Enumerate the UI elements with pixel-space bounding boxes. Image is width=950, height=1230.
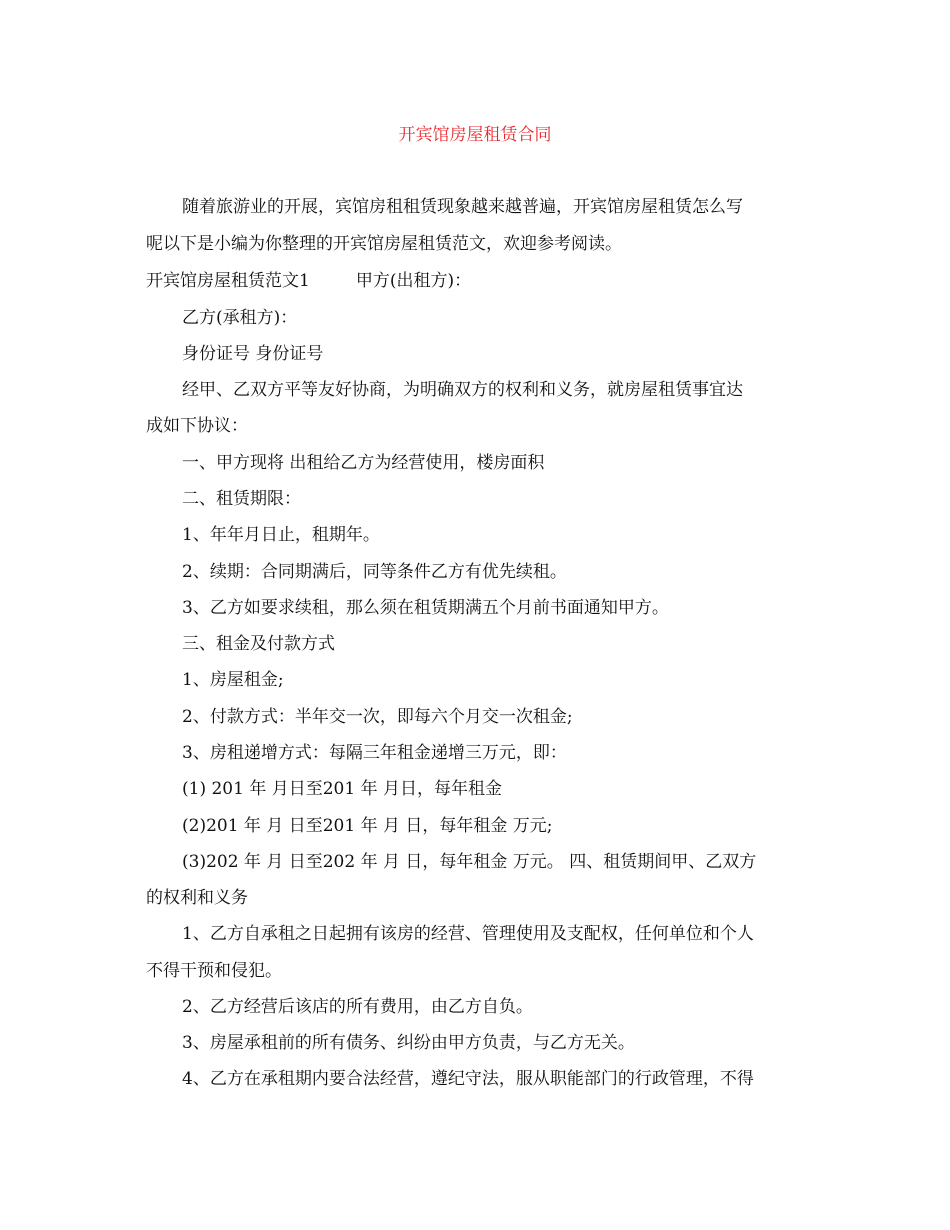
paragraph-line [146, 269, 826, 293]
clause-heading: 一、甲方现将 出租给乙方为经营使用，楼房面积 [182, 453, 545, 473]
paragraph-line: 随着旅游业的开展，宾馆房租租赁现象越来越普遍，开宾馆房屋租赁怎么写 [182, 197, 743, 217]
paragraph-line: 呢以下是小编为你整理的开宾馆房屋租赁范文，欢迎参考阅读。 [146, 234, 622, 254]
clause-heading: 二、租赁期限： [182, 489, 301, 509]
document-title: 开宾馆房屋租赁合同 [398, 125, 552, 145]
clause-item: 3、房屋承租前的所有债务、纠纷由甲方负责，与乙方无关。 [182, 1033, 635, 1053]
paragraph-line: 经甲、乙双方平等友好协商，为明确双方的权利和义务，就房屋租赁事宜达 [182, 380, 743, 400]
clause-item: (2)201 年 月 日至201 年 月 日，每年租金 万元; [182, 816, 553, 836]
clause-item: 3、房租递增方式：每隔三年租金递增三万元，即： [182, 743, 567, 763]
clause-heading: 三、租金及付款方式 [182, 634, 335, 654]
clause-item: (3)202 年 月 日至202 年 月 日，每年租金 万元。 四、租赁期间甲、乙双方 [182, 852, 757, 872]
party-a-label: 甲方(出租方)： [355, 271, 472, 291]
clause-item: 4、乙方在承租期内要合法经营，遵纪守法，服从职能部门的行政管理，不得 [182, 1069, 754, 1089]
clause-item: 2、续期：合同期满后，同等条件乙方有优先续租。 [182, 562, 567, 582]
paragraph-line: 的权利和义务 [146, 888, 248, 908]
id-number-line: 身份证号 身份证号 [182, 344, 324, 364]
sample-heading: 开宾馆房屋租赁范文1 [146, 271, 310, 291]
paragraph-line: 成如下协议： [146, 416, 248, 436]
paragraph-line: 不得干预和侵犯。 [146, 961, 282, 981]
clause-item: 1、乙方自承租之日起拥有该房的经营、管理使用及支配权，任何单位和个人 [182, 924, 754, 944]
clause-item: 1、年年月日止，租期年。 [182, 525, 380, 545]
clause-item: 1、房屋租金; [182, 670, 284, 690]
party-b-label: 乙方(承租方)： [182, 308, 298, 328]
clause-item: 2、乙方经营后该店的所有费用，由乙方自负。 [182, 997, 533, 1017]
clause-item: 3、乙方如要求续租，那么须在租赁期满五个月前书面通知甲方。 [182, 598, 669, 618]
clause-item: (1) 201 年 月日至201 年 月日，每年租金 [182, 779, 502, 799]
clause-item: 2、付款方式：半年交一次，即每六个月交一次租金; [182, 707, 573, 727]
